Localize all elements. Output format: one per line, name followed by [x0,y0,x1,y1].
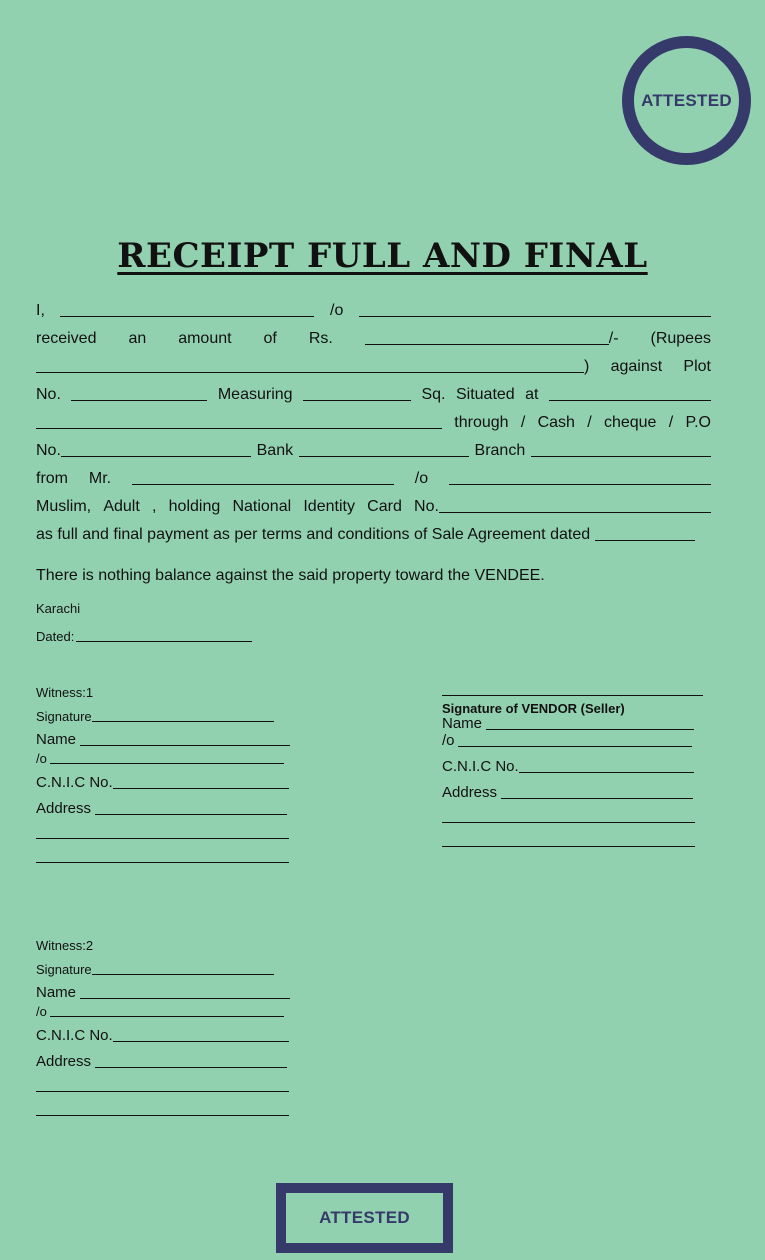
vendor-so-row: /o [442,731,692,749]
witness1-address-field[interactable] [95,814,287,815]
amount-field[interactable] [365,344,609,345]
vendor-address-row: Address [442,783,693,801]
payment-number-field[interactable] [61,456,251,457]
witness2-name-row: Name [36,983,290,1001]
attested-stamp-circle [622,36,751,165]
receipt-line-1: I, /o [36,298,711,320]
witness1-cnic-field[interactable] [113,788,289,789]
payer-name-field[interactable] [132,484,394,485]
witness2-cnic-field[interactable] [113,1041,289,1042]
vendor-so-field[interactable] [458,746,692,747]
receiver-parent-field[interactable] [359,316,711,317]
vendor-cnic-row: C.N.I.C No. [442,757,694,775]
amount-words-field[interactable] [36,372,584,373]
attested-stamp-label: ATTESTED [319,1208,410,1227]
witness1-name-row: Name [36,730,290,748]
vendor-heading: Signature of VENDOR (Seller) [442,701,625,716]
vendor-cnic-field[interactable] [519,772,694,773]
witness2-heading: Witness:2 [36,938,94,953]
dated-field[interactable] [76,641,252,642]
vendor-address-field[interactable] [501,798,693,799]
payer-parent-field[interactable] [449,484,711,485]
vendor-name-field[interactable] [486,729,694,730]
witness1-address-line-3[interactable] [36,862,289,863]
witness1-so-field[interactable] [50,763,284,764]
receipt-line-8: Muslim, Adult , holding National Identity Card No. [36,494,711,516]
situated-at-field[interactable] [549,400,711,401]
witness1-heading: Witness:1 [36,685,94,700]
vendor-address-line-3[interactable] [442,846,695,847]
location-field[interactable] [36,428,442,429]
measuring-field[interactable] [303,400,411,401]
witness2-address-row: Address [36,1052,287,1070]
witness2-address-line-2[interactable] [36,1091,289,1092]
cnic-field[interactable] [439,512,711,513]
witness2-so-field[interactable] [50,1016,284,1017]
receipt-line-2: received an amount of Rs. /- (Rupees [36,330,711,347]
place-label: Karachi [36,601,81,616]
page-title: RECEIPT FULL AND FINAL [117,236,648,276]
receipt-line-4: No. Measuring Sq. Situated at [36,382,711,404]
witness2-signature-row: Signature [36,959,274,977]
witness1-address-line-2[interactable] [36,838,289,839]
witness1-address-row: Address [36,799,287,817]
attested-stamp-rect [276,1183,453,1253]
receipt-line-3: ) against Plot [36,354,711,376]
witness1-name-field[interactable] [80,745,290,746]
witness2-name-field[interactable] [80,998,290,999]
witness1-so-row: /o [36,748,284,766]
witness2-address-line-3[interactable] [36,1115,289,1116]
receipt-line-6: No. Bank Branch [36,438,711,460]
bank-field[interactable] [299,456,469,457]
receipt-line-9: as full and final payment as per terms and conditions of Sale Agreement dated [36,522,711,544]
branch-field[interactable] [531,456,711,457]
dated-row: Dated: [36,626,252,644]
attested-stamp-label: ATTESTED [641,90,732,110]
balance-statement: There is nothing balance against the said property toward the VENDEE. [36,567,545,584]
witness2-signature-field[interactable] [92,974,274,975]
vendor-name-row: Name [442,714,694,732]
plot-number-field[interactable] [71,400,207,401]
witness1-signature-row: Signature [36,706,274,724]
receipt-line-5: through / Cash / cheque / P.O [36,410,711,432]
witness2-cnic-row: C.N.I.C No. [36,1026,289,1044]
agreement-date-field[interactable] [595,540,695,541]
witness1-cnic-row: C.N.I.C No. [36,773,289,791]
receiver-name-field[interactable] [60,316,314,317]
witness2-so-row: /o [36,1001,284,1019]
witness2-address-field[interactable] [95,1067,287,1068]
vendor-signature-line[interactable] [442,695,703,696]
vendor-address-line-2[interactable] [442,822,695,823]
witness1-signature-field[interactable] [92,721,274,722]
receipt-line-7: from Mr. /o [36,466,711,488]
